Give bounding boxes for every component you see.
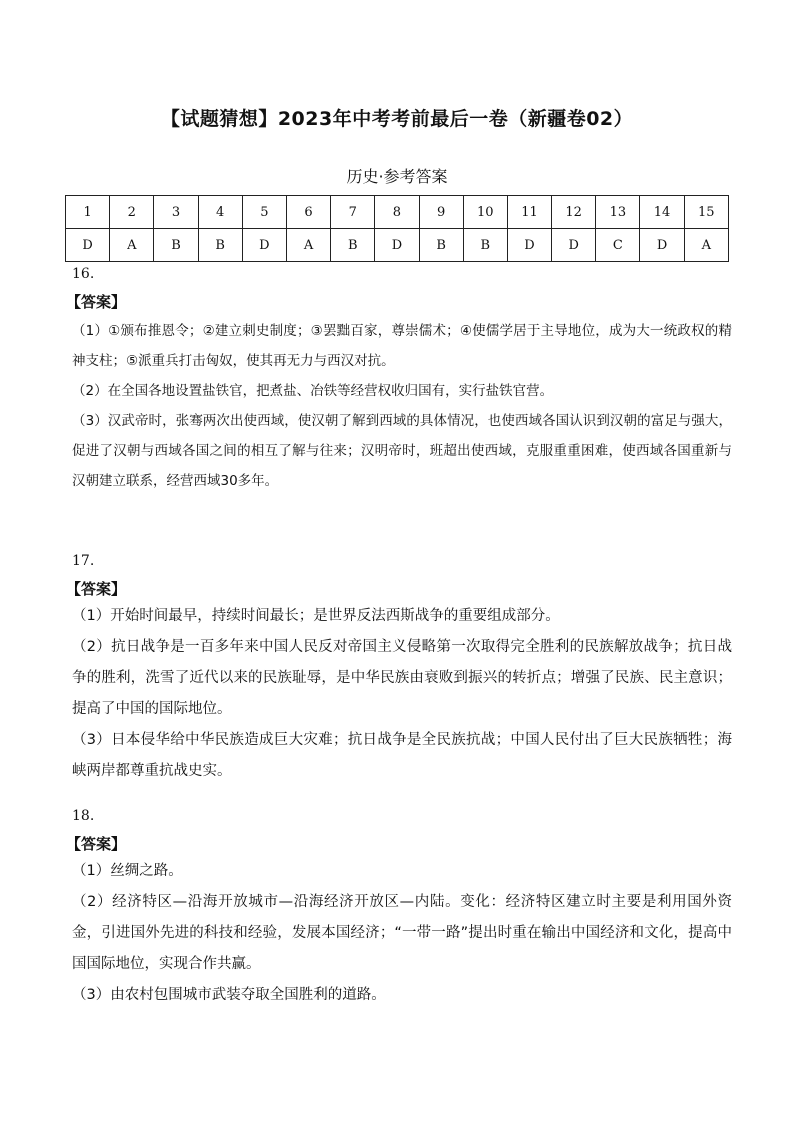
answer-cell: D bbox=[640, 229, 684, 262]
question-number-cell: 1 bbox=[66, 196, 110, 229]
answer-cell: D bbox=[242, 229, 286, 262]
answer-cell: B bbox=[463, 229, 507, 262]
page-title: 【试题猜想】2023年中考考前最后一卷（新疆卷02） bbox=[160, 108, 634, 130]
question-number-cell: 14 bbox=[640, 196, 684, 229]
question-number-cell: 13 bbox=[596, 196, 640, 229]
question-number: 17. bbox=[72, 553, 95, 569]
answer-cell: C bbox=[596, 229, 640, 262]
answer-paragraph: （1）开始时间最早，持续时间最长；是世界反法西斯战争的重要组成部分。 bbox=[72, 608, 560, 624]
question-number-cell: 7 bbox=[331, 196, 375, 229]
question-number-cell: 11 bbox=[507, 196, 551, 229]
question-16-block bbox=[66, 266, 732, 496]
question-number: 18. bbox=[72, 808, 95, 824]
answer-cell: D bbox=[507, 229, 551, 262]
answer-cell: B bbox=[419, 229, 463, 262]
answer-table-answer-row bbox=[66, 229, 729, 262]
question-number: 16. bbox=[72, 266, 95, 282]
answer-cell: A bbox=[286, 229, 330, 262]
answer-paragraph: （2）抗日战争是一百多年来中国人民反对帝国主义侵略第一次取得完全胜利的民族解放战争；抗日战争的胜利，洗雪了近代以来的民族耻辱，是中华民族由衰败到振兴的转折点；增强了民族、民主意识；提高了中国的国际地位。 bbox=[72, 639, 732, 717]
answer-paragraph: （3）汉武帝时，张骞两次出使西域，使汉朝了解到西域的具体情况，也使西域各国认识到汉朝的富足与强大，促进了汉朝与西域各国之间的相互了解与往来；汉明帝时，班超出使西域，克服重重困难，使西域各国重新与汉朝建立联系，经营西域30多年。 bbox=[72, 413, 732, 489]
answer-cell: B bbox=[198, 229, 242, 262]
question-number-cell: 4 bbox=[198, 196, 242, 229]
question-number-cell: 6 bbox=[286, 196, 330, 229]
answer-cell: A bbox=[684, 229, 728, 262]
question-18-block bbox=[66, 808, 732, 1011]
answer-paragraph: （3）日本侵华给中华民族造成巨大灾难；抗日战争是全民族抗战；中国人民付出了巨大民族牺牲；海峡两岸都尊重抗战史实。 bbox=[72, 732, 732, 779]
answer-cell: D bbox=[375, 229, 419, 262]
answer-paragraph: （1）丝绸之路。 bbox=[72, 863, 183, 879]
answer-paragraph: （3）由农村包围城市武装夺取全国胜利的道路。 bbox=[72, 987, 386, 1003]
answer-cell: D bbox=[552, 229, 596, 262]
answer-label: 【答案】 bbox=[66, 835, 127, 853]
answer-table-number-row bbox=[66, 196, 729, 229]
answer-label: 【答案】 bbox=[66, 293, 127, 311]
page-subtitle: 历史·参考答案 bbox=[346, 167, 448, 186]
answer-paragraph: （1）①颁布推恩令；②建立刺史制度；③罢黜百家，尊崇儒术；④使儒学居于主导地位，成为大一统政权的精神支柱；⑤派重兵打击匈奴，使其再无力与西汉对抗。 bbox=[72, 323, 732, 369]
answer-table bbox=[65, 195, 729, 262]
answer-cell: B bbox=[154, 229, 198, 262]
answer-cell: B bbox=[331, 229, 375, 262]
question-number-cell: 2 bbox=[110, 196, 154, 229]
question-17-block bbox=[66, 553, 732, 787]
question-number-cell: 15 bbox=[684, 196, 728, 229]
question-number-cell: 5 bbox=[242, 196, 286, 229]
answer-cell: A bbox=[110, 229, 154, 262]
question-number-cell: 9 bbox=[419, 196, 463, 229]
question-number-cell: 10 bbox=[463, 196, 507, 229]
answer-cell: D bbox=[66, 229, 110, 262]
answer-paragraph: （2）在全国各地设置盐铁官，把煮盐、冶铁等经营权收归国有，实行盐铁官营。 bbox=[72, 383, 554, 399]
question-number-cell: 3 bbox=[154, 196, 198, 229]
question-number-cell: 8 bbox=[375, 196, 419, 229]
answer-label: 【答案】 bbox=[66, 580, 127, 598]
question-number-cell: 12 bbox=[552, 196, 596, 229]
answer-paragraph: （2）经济特区—沿海开放城市—沿海经济开放区—内陆。变化：经济特区建立时主要是利用国外资金，引进国外先进的科技和经验，发展本国经济；“一带一路”提出时重在输出中国经济和文化，提高中国国际地位，实现合作共赢。 bbox=[72, 894, 732, 972]
